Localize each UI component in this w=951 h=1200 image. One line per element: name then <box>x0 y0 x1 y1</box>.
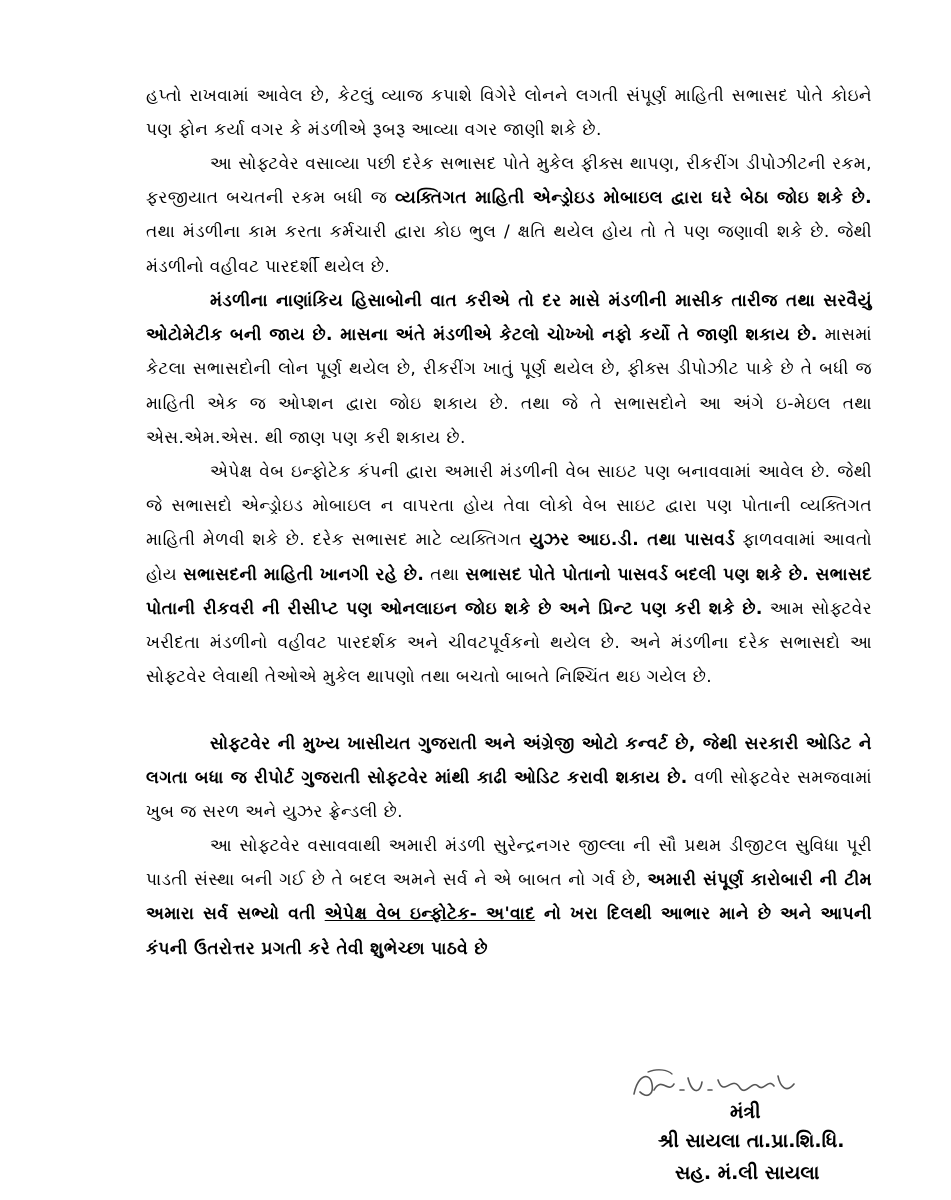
bold-text: વ્યક્તિગત માહિતી એન્ડ્રોઇડ મોબાઇલ દ્વારા ઘરે બેઠા જોઇ શકે છે. <box>394 188 872 209</box>
text: આ સોફ્ટવેર વસાવ્યા પછી દરેક સભાસદ પોતે મુકેલ ફીક્સ થાપણ, રીકરીંગ ડીપોઝીટની રકમ, ફરજીયાત બચતની રકમ બધી જ <box>146 154 872 209</box>
paragraph-accounts <box>146 284 872 455</box>
bold-text: સભાસદ પોતે પોતાનો પાસવર્ડ બદલી પણ શકે છે. સભાસદ પોતાની રીકવરી ની રીસીપ્ટ પણ ઓનલાઇન જોઇ શકે છે અને પ્રિન્ટ પણ કરી શકે છે. <box>146 564 873 619</box>
bold-text: મંડળીના નાણાંકિય હિસાબોની વાત કરીએ તો દર માસે મંડળીની માસીક તારીજ તથા સરવૈયું ઓટોમેટીક બની જાય છે. માસના અંતે મંડળીએ કેટલો ચોખ્ખો નફો કર્યો તે જાણી શકાય છે. <box>146 291 872 346</box>
handwritten-signature <box>628 1064 803 1104</box>
signatory-place: સહ. મં.લી સાયલા <box>675 1162 820 1184</box>
text: તથા <box>424 564 466 585</box>
text: તથા મંડળીના કામ કરતા કર્મચારી દ્વારા કોઇ ભુલ / ક્ષતિ થયેલ હોય તો તે પણ જણાવી શકે છે. જેથી મંડળીનો વહીવટ પારદર્શી થયેલ છે. <box>146 222 872 277</box>
bold-text: યુઝર આઇ.ડી. તથા પાસવર્ડ <box>529 530 735 551</box>
paragraph-loan-info <box>146 79 872 147</box>
text: આમ સોફ્ટવેર ખરીદતા મંડળીનો વહીવટ પારદર્શક અને ચીવટપૂર્વકનો થયેલ છે. અને મંડળીના દરેક સભાસદો આ સોફ્ટવેર લેવાથી તેઓએ મુકેલ થાપણો તથા બચતો બાબતે નિશ્ચિંત થઇ ગયેલ છે. <box>146 598 872 688</box>
text: વળી સોફ્ટવેર સમજવામાં ખુબ જ સરળ અને યુઝર ફ્રેન્ડલી છે. <box>146 768 872 823</box>
text: હપ્તો રાખવામાં આવેલ છે, કેટલું વ્યાજ કપાશે વિગેરે લોનને લગતી સંપૂર્ણ માહિતી સભાસદ પોતે કોઇને પણ ફોન કર્યા વગર કે મંડળીએ રૂબરૂ આવ્યા વગર જાણી શકે છે. <box>146 86 872 141</box>
paragraph-gratitude <box>146 829 872 966</box>
paragraph-features <box>146 727 872 830</box>
company-name: એપેક્ષ વેબ ઇન્ફોટેક- અ'વાદ <box>324 904 536 925</box>
text: ફાળવવામાં આવતો હોય <box>146 530 872 585</box>
text: એપેક્ષ વેબ ઇન્ફોટેક કંપની દ્વારા અમારી મંડળીની વેબ સાઇટ પણ બનાવવામાં આવેલ છે. જેથી જે સભાસદો એન્ડ્રોઇડ મોબાઇલ ન વાપરતા હોય તેવા લોકો વેબ સાઇટ દ્વારા પણ પોતાની વ્યક્તિગત માહિતી મેળવી શકે છે. દરેક સભાસદ માટે વ્યક્તિગત <box>146 462 872 551</box>
bold-text: સોફ્ટવેર ની મુખ્ય ખાસીયત ગુજરાતી અને અંગ્રેજી ઓટો કન્વર્ટ છે, જેથી સરકારી ઓડિટ ને લગતા બધા જ રીપોર્ટ ગુજરાતી સોફ્ટવેર માંથી કાઢી ઓડિટ કરાવી શકાય છે. <box>146 734 872 789</box>
paragraph-software-benefits <box>146 147 872 284</box>
bold-text: નો ખરા દિલથી આભાર માને છે અને આપની કંપની ઉતરોત્તર પ્રગતી કરે તેવી શુભેચ્છા પાઠવે છે <box>146 904 872 959</box>
text: માસમાં કેટલા સભાસદોની લોન પૂર્ણ થયેલ છે, રીકરીંગ ખાતું પૂર્ણ થયેલ છે, ફીક્સ ડીપોઝીટ પાકે છે તે બધી જ માહિતી એક જ ઓપ્શન દ્વારા જોઇ શકાય છે. તથા જે તે સભાસદોને આ અંગે ઇ-મેઇલ તથા એસ.એમ.એસ. થી જાણ પણ કરી શકાય છે. <box>146 325 872 448</box>
signatory-title: મંત્રી <box>730 1101 761 1123</box>
bold-text: સભાસદની માહિતી ખાનગી રહે છે. <box>183 564 425 585</box>
text: આ સોફ્ટવેર વસાવવાથી અમારી મંડળી સુરેન્દ્રનગર જીલ્લા ની સૌ પ્રથમ ડીજીટલ સુવિધા પૂરી પાડતી સંસ્થા બની ગઈ છે તે બદલ અમને સર્વ ને એ બાબત નો ગર્વ છે, <box>146 836 872 891</box>
bold-text: અમારી સંપૂર્ણ કારોબારી ની ટીમ અમારા સર્વ સભ્યો વતી <box>146 870 872 925</box>
signatory-organization: શ્રી સાયલા તા.પ્રા.શિ.ધિ. <box>658 1130 845 1152</box>
paragraph-website <box>146 455 872 694</box>
